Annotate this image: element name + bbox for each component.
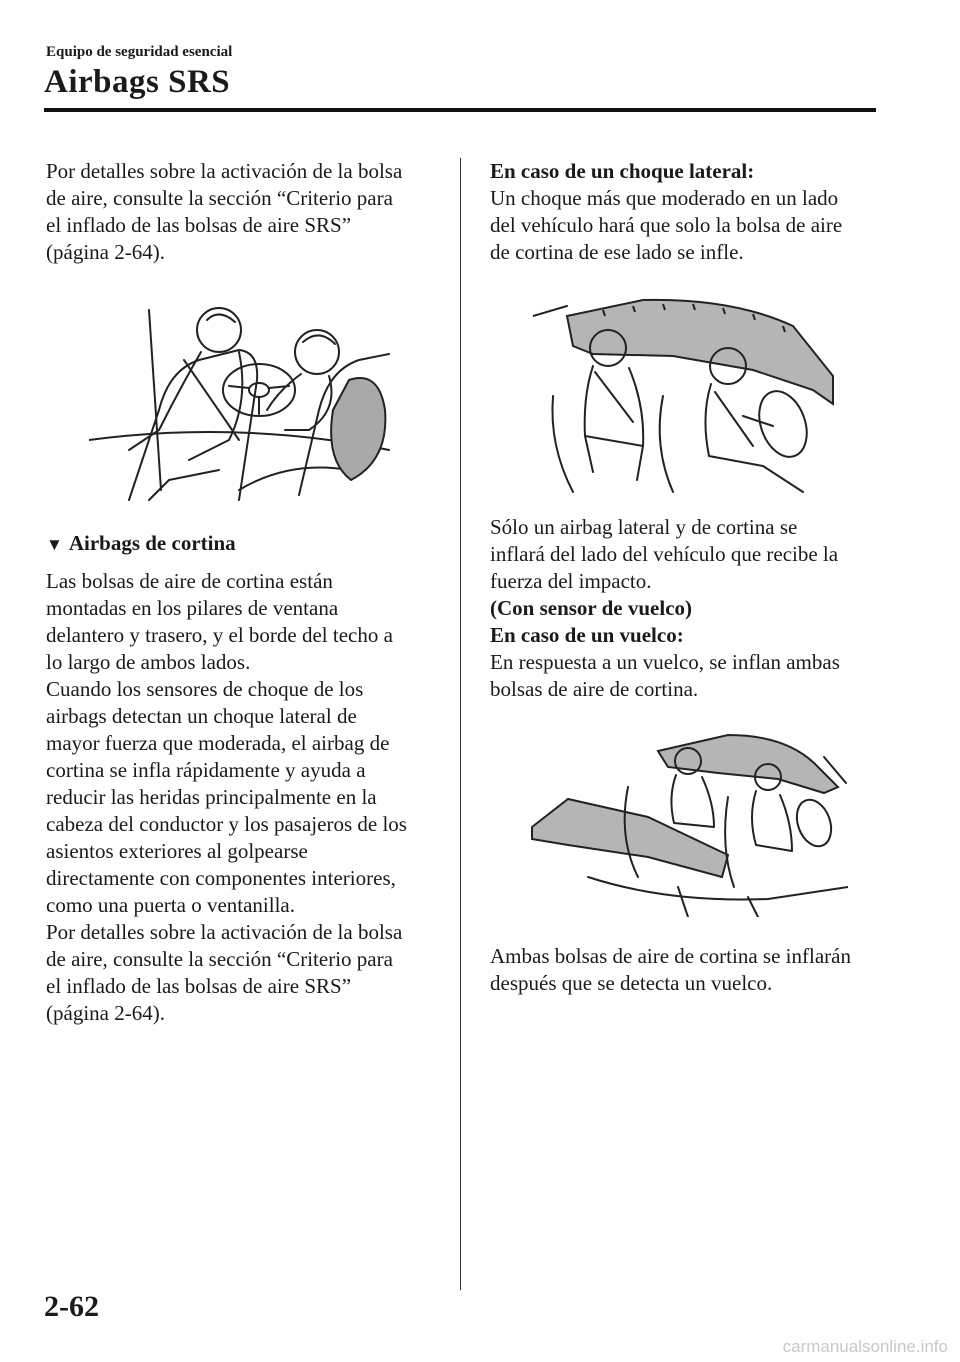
triangle-marker-icon: ▼: [46, 535, 63, 554]
text-line: En respuesta a un vuelco, se inflan ambas: [490, 650, 840, 674]
text-line: inflará del lado del vehículo que recibe la: [490, 542, 839, 566]
page-title: Airbags SRS: [44, 64, 231, 100]
rollover-curtain-airbag-illustration: [528, 727, 848, 917]
text-line: lo largo de ambos lados.: [46, 650, 251, 674]
rollover-text: [490, 649, 885, 703]
side-collision-note: [490, 514, 885, 595]
text-line: Un choque más que moderado en un lado: [490, 186, 839, 210]
text-line: de aire, consulte la sección “Criterio para: [46, 947, 393, 971]
intro-paragraph: [46, 158, 441, 266]
text-line: el inflado de las bolsas de aire SRS”: [46, 213, 352, 237]
curtain-airbag-paragraph: [46, 568, 441, 1027]
text-line: Cuando los sensores de choque de los: [46, 677, 364, 701]
rollover-note: [490, 943, 885, 997]
page-number: 2-62: [44, 1290, 99, 1323]
text-line: (página 2-64).: [46, 240, 165, 264]
text-line: fuerza del impacto.: [490, 569, 652, 593]
section-label: Equipo de seguridad esencial: [46, 44, 233, 60]
text-line: bolsas de aire de cortina.: [490, 677, 699, 701]
section-heading: [46, 530, 441, 558]
front-airbag-illustration: [89, 290, 399, 508]
text-line: Por detalles sobre la activación de la bolsa: [46, 159, 403, 183]
text-line: mayor fuerza que moderada, el airbag de: [46, 731, 390, 755]
text-line: directamente con componentes interiores,: [46, 866, 396, 890]
text-line: (página 2-64).: [46, 1001, 165, 1025]
text-line: cabeza del conductor y los pasajeros de los: [46, 812, 407, 836]
text-line: montadas en los pilares de ventana: [46, 596, 339, 620]
text-line: de aire, consulte la sección “Criterio para: [46, 186, 393, 210]
rollover-heading: En caso de un vuelco:: [490, 623, 684, 647]
side-collision-heading: En caso de un choque lateral:: [490, 159, 755, 183]
side-curtain-airbag-illustration: [533, 296, 843, 496]
column-divider: [460, 158, 461, 1290]
watermark: carmanualsonline.info: [782, 1337, 948, 1356]
text-line: Sólo un airbag lateral y de cortina se: [490, 515, 798, 539]
side-collision-text: [490, 185, 885, 266]
text-line: Las bolsas de aire de cortina están: [46, 569, 333, 593]
rollover-condition: (Con sensor de vuelco): [490, 596, 693, 620]
text-line: Por detalles sobre la activación de la bolsa: [46, 920, 403, 944]
text-line: cortina se infla rápidamente y ayuda a: [46, 758, 366, 782]
text-line: reducir las heridas principalmente en la: [46, 785, 377, 809]
text-line: el inflado de las bolsas de aire SRS”: [46, 974, 352, 998]
text-line: después que se detecta un vuelco.: [490, 971, 773, 995]
right-column: [490, 158, 885, 997]
text-line: como una puerta o ventanilla.: [46, 893, 295, 917]
text-line: asientos exteriores al golpearse: [46, 839, 308, 863]
text-line: airbags detectan un choque lateral de: [46, 704, 357, 728]
text-line: delantero y trasero, y el borde del techo a: [46, 623, 393, 647]
heading-text: Airbags de cortina: [68, 531, 236, 555]
text-line: Ambas bolsas de aire de cortina se inflarán: [490, 944, 851, 968]
text-line: de cortina de ese lado se infle.: [490, 240, 744, 264]
left-column: [46, 158, 441, 1027]
text-line: del vehículo hará que solo la bolsa de aire: [490, 213, 843, 237]
header-divider: [44, 108, 876, 112]
